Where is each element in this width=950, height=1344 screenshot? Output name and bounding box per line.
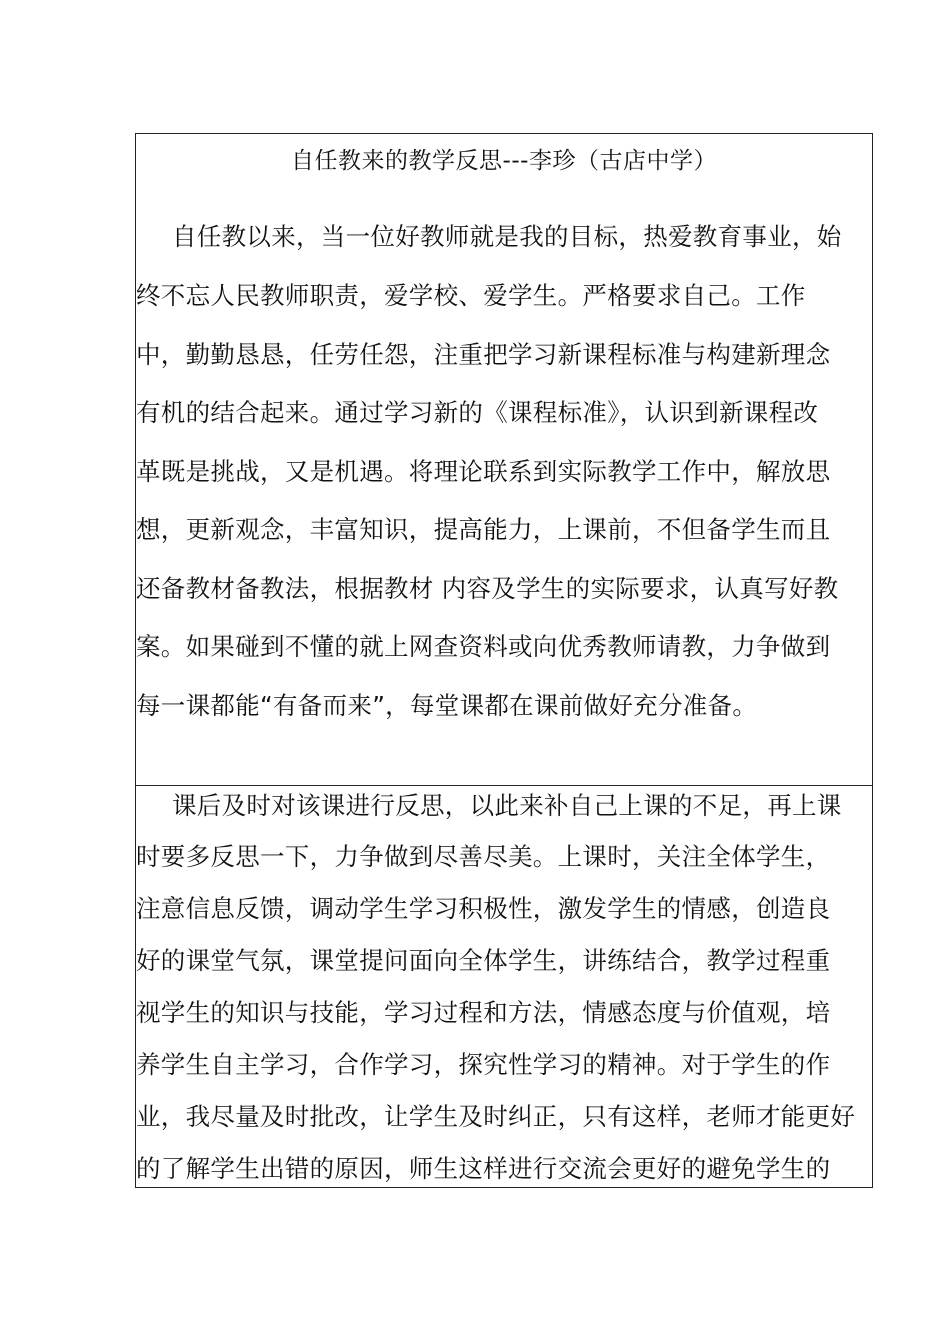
- paragraph-line: 业，我尽量及时批改，让学生及时纠正，只有这样，老师才能更好: [136, 1102, 856, 1131]
- paragraph-line: 终不忘人民教师职责，爱学校、爱学生。严格要求自己。工作: [136, 281, 806, 310]
- paragraph-line: 想，更新观念，丰富知识，提高能力，上课前，不但备学生而且: [136, 515, 831, 544]
- paragraph-line: 有机的结合起来。通过学习新的《课程标准》，认识到新课程改: [136, 398, 819, 427]
- document-table: [135, 133, 873, 1188]
- table-cell-bottom: [136, 786, 872, 1187]
- paragraph-line: 时要多反思一下，力争做到尽善尽美。上课时，关注全体学生，: [136, 842, 831, 871]
- document-title: 自任教来的教学反思---李珍（古店中学）: [291, 148, 717, 174]
- paragraph-line: 注意信息反馈，调动学生学习积极性，激发学生的情感，创造良: [136, 894, 831, 923]
- paragraph-line: 案。如果碰到不懂的就上网查资料或向优秀教师请教，力争做到: [136, 632, 831, 661]
- paragraph-line: 视学生的知识与技能，学习过程和方法，情感态度与价值观，培: [136, 998, 831, 1027]
- paragraph-line: 还备教材备教法，根据教材 内容及学生的实际要求，认真写好教: [136, 574, 839, 603]
- table-cell-top: [136, 134, 872, 786]
- paragraph-line: 课后及时对该课进行反思，以此来补自己上课的不足，再上课: [172, 791, 842, 820]
- paragraph-line: 自任教以来，当一位好教师就是我的目标，热爱教育事业，始: [172, 222, 842, 251]
- paragraph-line: 的了解学生出错的原因，师生这样进行交流会更好的避免学生的: [136, 1154, 831, 1183]
- paragraph-line: 革既是挑战，又是机遇。将理论联系到实际教学工作中，解放思: [136, 457, 831, 486]
- paragraph-line: 每一课都能“有备而来”，每堂课都在课前做好充分准备。: [136, 691, 758, 720]
- paragraph-line: 中，勤勤恳恳，任劳任怨，注重把学习新课程标准与构建新理念: [136, 340, 831, 369]
- paragraph-line: 养学生自主学习，合作学习，探究性学习的精神。对于学生的作: [136, 1050, 831, 1079]
- paragraph-line: 好的课堂气氛，课堂提问面向全体学生，讲练结合，教学过程重: [136, 946, 831, 975]
